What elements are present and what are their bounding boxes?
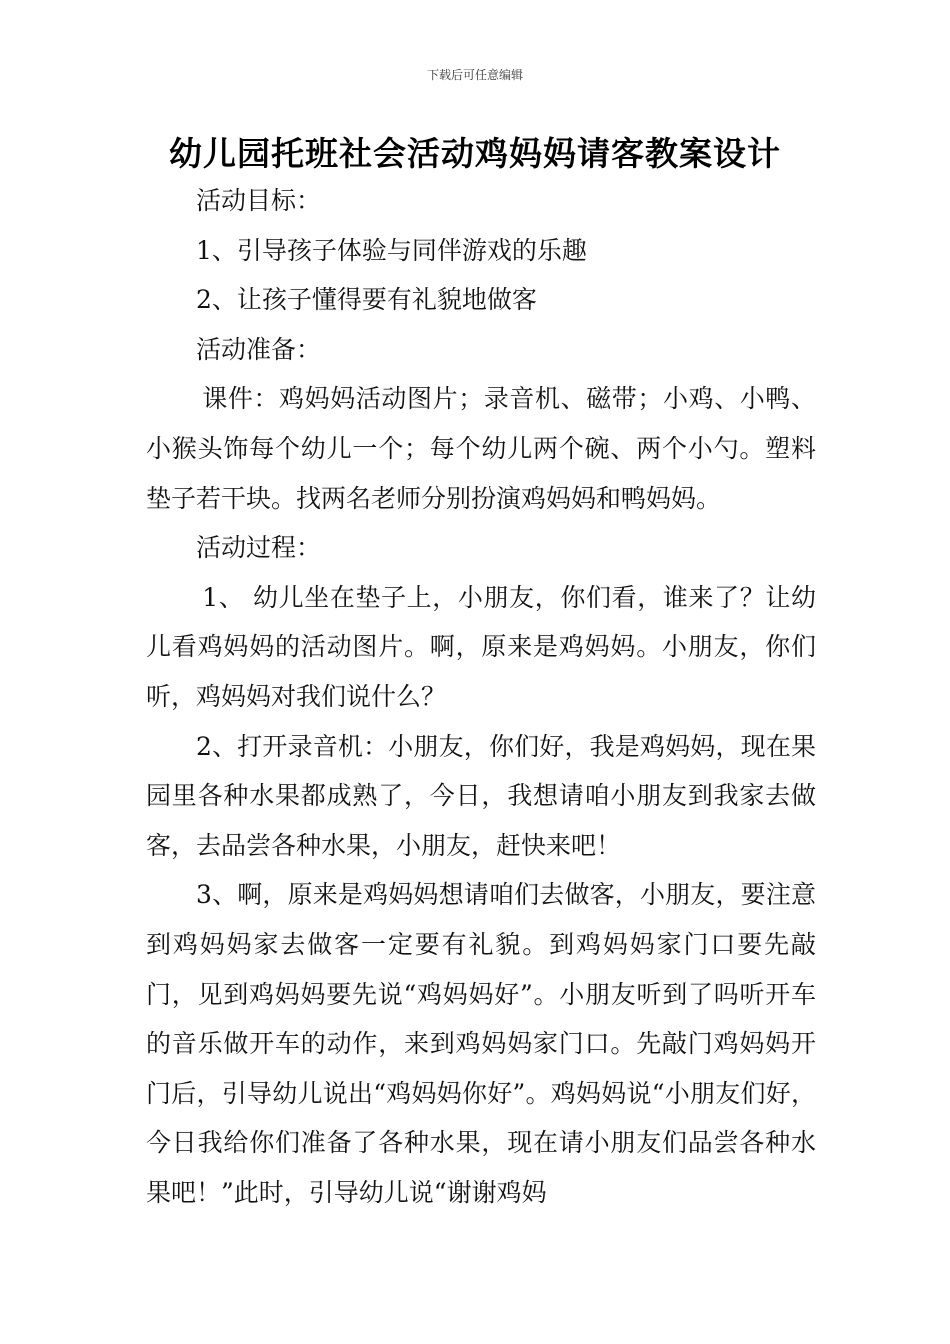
- process-step-1: 1、 幼儿坐在垫子上，小朋友，你们看，谁来了？让幼儿看鸡妈妈的活动图片。啊，原来是鸡妈妈。小朋友，你们听，鸡妈妈对我们说什么？: [146, 582, 816, 711]
- process-step-3: 3、啊，原来是鸡妈妈想请咱们去做客，小朋友，要注意到鸡妈妈家去做客一定要有礼貌。到鸡妈妈家门口要先敲门，见到鸡妈妈要先说“鸡妈妈好”。小朋友听到了吗听开车的音乐做开车的动作，来到鸡妈妈家门口。先敲门鸡妈妈开门后，引导幼儿说出“鸡妈妈你好”。鸡妈妈说“小朋友们好，今日我给你们准备了各种水果，现在请小朋友们品尝各种水果吧！”此时，引导幼儿说“谢谢鸡妈: [146, 880, 816, 1207]
- process-step-2: 2、打开录音机：小朋友，你们好，我是鸡妈妈，现在果园里各种水果都成熟了，今日，我想请咱小朋友到我家去做客，去品尝各种水果，小朋友，赶快来吧！: [146, 731, 816, 860]
- section-heading-process: 活动过程：: [196, 533, 322, 563]
- preparation-paragraph: 课件：鸡妈妈活动图片；录音机、磁带；小鸡、小鸭、小猴头饰每个幼儿一个；每个幼儿两个碗、两个小勺。塑料垫子若干块。找两名老师分别扮演鸡妈妈和鸭妈妈。: [146, 384, 816, 513]
- goal-item-2: 2、让孩子懂得要有礼貌地做客: [196, 285, 537, 315]
- section-heading-goals: 活动目标：: [196, 186, 322, 215]
- goal-item-1: 1、引导孩子体验与同伴游戏的乐趣: [196, 235, 587, 265]
- page-header-note: 下载后可任意编辑: [426, 68, 523, 82]
- section-heading-preparation: 活动准备：: [196, 334, 322, 364]
- document-body: [146, 176, 816, 1217]
- document-title: 幼儿园托班社会活动鸡妈妈请客教案设计: [169, 134, 781, 173]
